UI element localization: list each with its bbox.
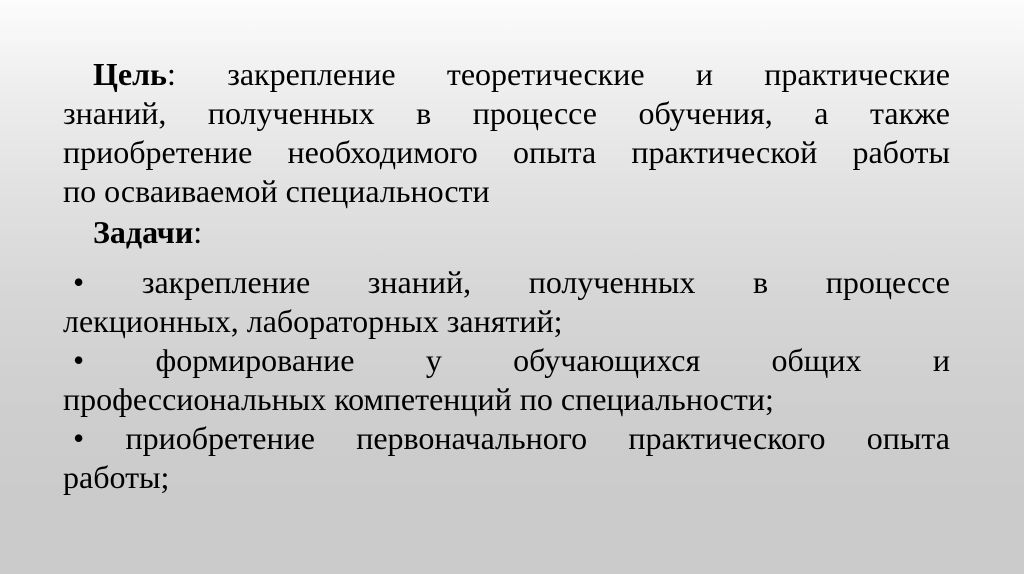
goal-colon: : xyxy=(166,56,176,92)
bullet-item-2 xyxy=(63,341,950,419)
tasks-label: Задачи xyxy=(93,214,194,250)
tasks-heading xyxy=(63,213,950,252)
goal-paragraph xyxy=(63,55,950,211)
bullet-item-1 xyxy=(63,263,950,341)
goal-label: Цель xyxy=(93,56,167,92)
slide-text-block xyxy=(63,55,950,497)
bullet-2-line-2: профессиональных компетенций по специальности; xyxy=(63,381,774,417)
bullet-icon: • xyxy=(73,264,85,300)
bullet-1-line-2: лекционных, лабораторных занятий; xyxy=(63,303,563,339)
bullet-2-line-1 xyxy=(63,341,950,380)
bullet-2-text: формирование у обучающихся общих и xyxy=(155,342,951,378)
goal-line-3: приобретение необходимого опыта практической работы xyxy=(63,134,950,170)
bullet-1-text: закрепление знаний, полученных в процессе xyxy=(141,264,951,300)
bullet-icon: • xyxy=(73,342,85,378)
goal-line-2: знаний, полученных в процессе обучения, а также xyxy=(63,95,950,131)
goal-line-1-text: закрепление теоретические и практические xyxy=(227,56,951,92)
goal-line-1 xyxy=(63,55,950,94)
bullet-item-3 xyxy=(63,419,950,497)
tasks-colon: : xyxy=(193,214,203,250)
bullet-3-line-2: работы; xyxy=(63,459,170,495)
bullet-3-text: приобретение первоначального практического опыта xyxy=(125,420,950,456)
bullet-icon: • xyxy=(73,420,85,456)
goal-line-4: по осваиваемой специальности xyxy=(63,173,490,209)
bullet-3-line-1 xyxy=(63,419,950,458)
bullet-1-line-1 xyxy=(63,263,950,302)
